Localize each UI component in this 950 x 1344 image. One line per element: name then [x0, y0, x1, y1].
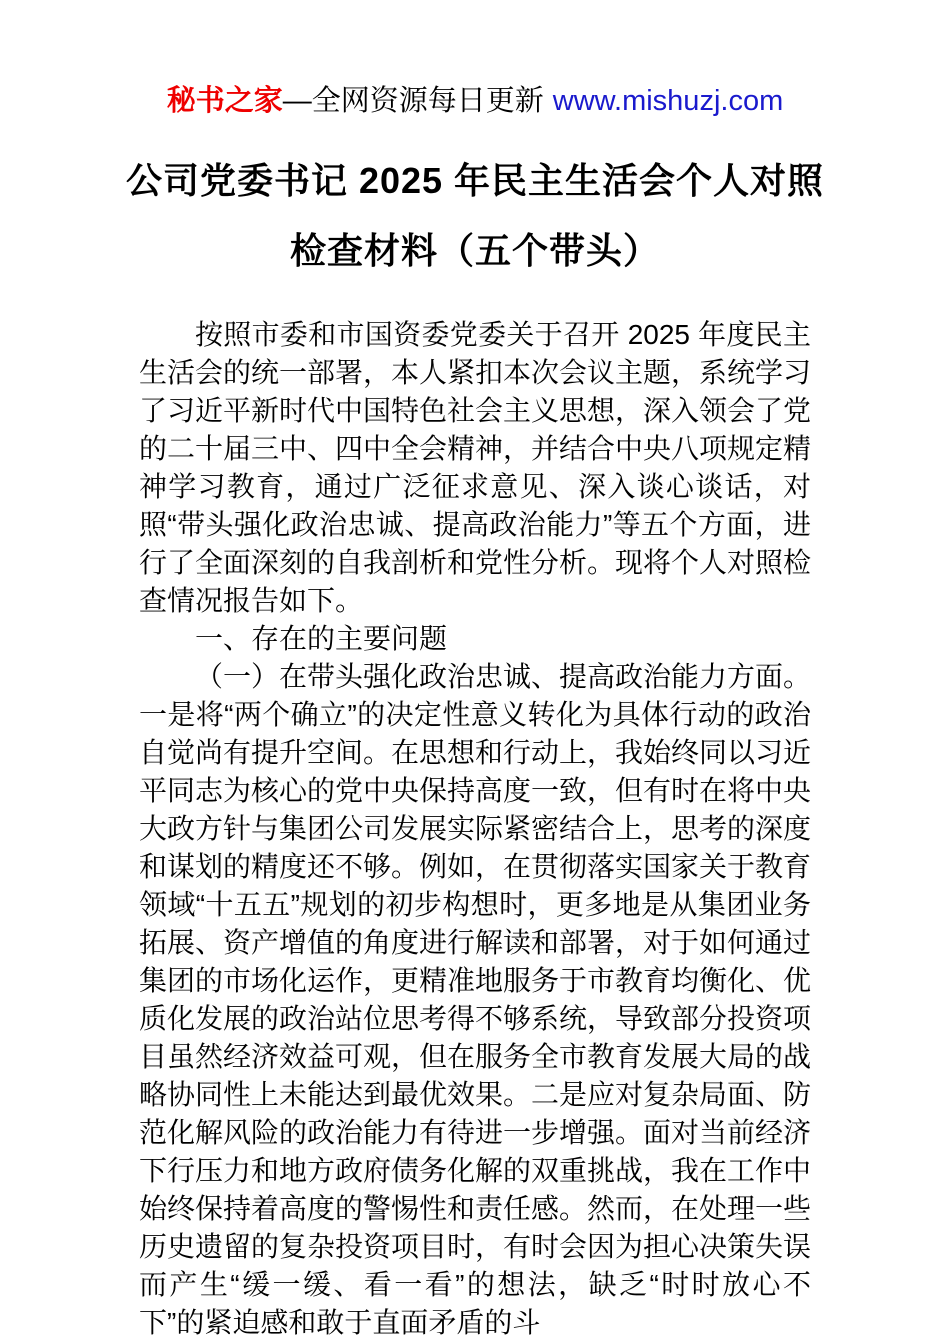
site-brand: 秘书之家 — [166, 85, 283, 117]
document-header — [0, 0, 950, 118]
document-body — [139, 316, 811, 1342]
document-title: 公司党委书记 2025 年民主生活会个人对照检查材料（五个带头） — [125, 160, 825, 271]
paragraph-intro: 按照市委和市国资委党委关于召开 2025 年度民主生活会的统一部署，本人紧扣本次会议主题，系统学习了习近平新时代中国特色社会主义思想，深入领会了党的二十届三中、四中全会精神，并结合中央八项规定精神学习教育，通过广泛征求意见、深入谈心谈话，对照“带头强化政治忠诚、提高政治能力”等五个方面，进行了全面深刻的自我剖析和党性分析。现将个人对照检查情况报告如下。 — [139, 319, 812, 616]
section-heading-problems: 一、存在的主要问题 — [195, 623, 448, 654]
paragraph-problem-item1: （一）在带头强化政治忠诚、提高政治能力方面。一是将“两个确立”的决定性意义转化为具体行动的政治自觉尚有提升空间。在思想和行动上，我始终同以习近平同志为核心的党中央保持高度一致，但有时在将中央大政方针与集团公司发展实际紧密结合上，思考的深度和谋划的精度还不够。例如，在贯彻落实国家关于教育领域“十五五”规划的初步构想时，更多地是从集团业务拓展、资产增值的角度进行解读和部署，对于如何通过集团的市场化运作，更精准地服务于市教育均衡化、优质化发展的政治站位思考得不够系统，导致部分投资项目虽然经济效益可观，但在服务全市教育发展大局的战略协同性上未能达到最优效果。二是应对复杂局面、防范化解风险的政治能力有待进一步增强。面对当前经济下行压力和地方政府债务化解的双重挑战，我在工作中始终保持着高度的警惕性和责任感。然而，在处理一些历史遗留的复杂投资项目时，有时会因为担心决策失误而产生“缓一缓、看一看”的想法，缺乏“时时放心不下”的紧迫感和敢于直面矛盾的斗 — [139, 661, 812, 1338]
site-url-link[interactable]: www.mishuzj.com — [552, 85, 784, 117]
site-tagline: —全网资源每日更新 — [282, 85, 544, 117]
